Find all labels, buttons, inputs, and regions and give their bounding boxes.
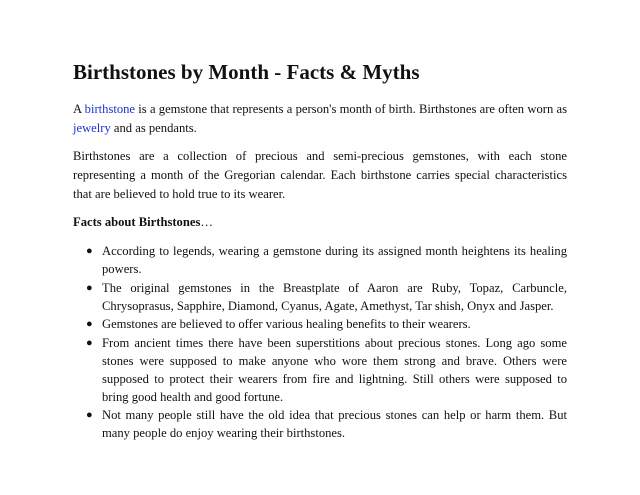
intro-paragraph (73, 100, 567, 138)
bullet-icon: ● (86, 281, 93, 294)
facts-heading (73, 213, 567, 232)
facts-heading-ellipsis: … (200, 215, 213, 229)
facts-list (73, 242, 567, 442)
fact-text: Not many people still have the old idea that precious stones can help or harm them. But many people do enjoy wearing their birthstones. (102, 408, 567, 440)
description-paragraph: Birthstones are a collection of precious and semi-precious gemstones, with each stone representing a month of the Gregorian calendar. Each birthstone carries special characteristics that are believed to hold true to its wearer. (73, 149, 567, 201)
bullet-icon: ● (86, 318, 93, 330)
bullet-icon: ● (86, 245, 93, 257)
list-item (73, 315, 567, 333)
intro-mid: is a gemstone that represents a person's month of birth. Birthstones are often worn as (135, 102, 567, 116)
fact-text: Gemstones are believed to offer various healing benefits to their wearers. (102, 317, 471, 331)
list-item (73, 242, 567, 278)
document-content (73, 58, 567, 443)
list-item (73, 279, 567, 315)
list-item (73, 406, 567, 442)
intro-suffix: and as pendants. (110, 121, 197, 135)
fact-text: The original gemstones in the Breastplate of Aaron are Ruby, Topaz, Carbuncle, Chrysoprasus, Sapphire, Diamond, Cyanus, Agate, Amethyst, Tar shish, Onyx and Jasper. (102, 280, 567, 313)
jewelry-link[interactable]: jewelry (73, 121, 111, 135)
page-title: Birthstones by Month - Facts & Myths (73, 60, 420, 84)
fact-text: According to legends, wearing a gemstone during its assigned month heightens its healing powers. (102, 244, 567, 276)
fact-text: From ancient times there have been superstitions about precious stones. Long ago some stones were supposed to make anyone who wore them strong and brave. Others were supposed to protect their wearers from fire and lightning. Still others were supposed to bring good health and good fortune. (102, 335, 567, 404)
bullet-icon: ● (86, 336, 93, 349)
facts-heading-text: Facts about Birthstones (73, 215, 201, 229)
list-item (73, 334, 567, 406)
bullet-icon: ● (86, 409, 93, 421)
birthstone-link[interactable]: birthstone (84, 102, 136, 116)
intro-prefix: A (73, 102, 85, 116)
